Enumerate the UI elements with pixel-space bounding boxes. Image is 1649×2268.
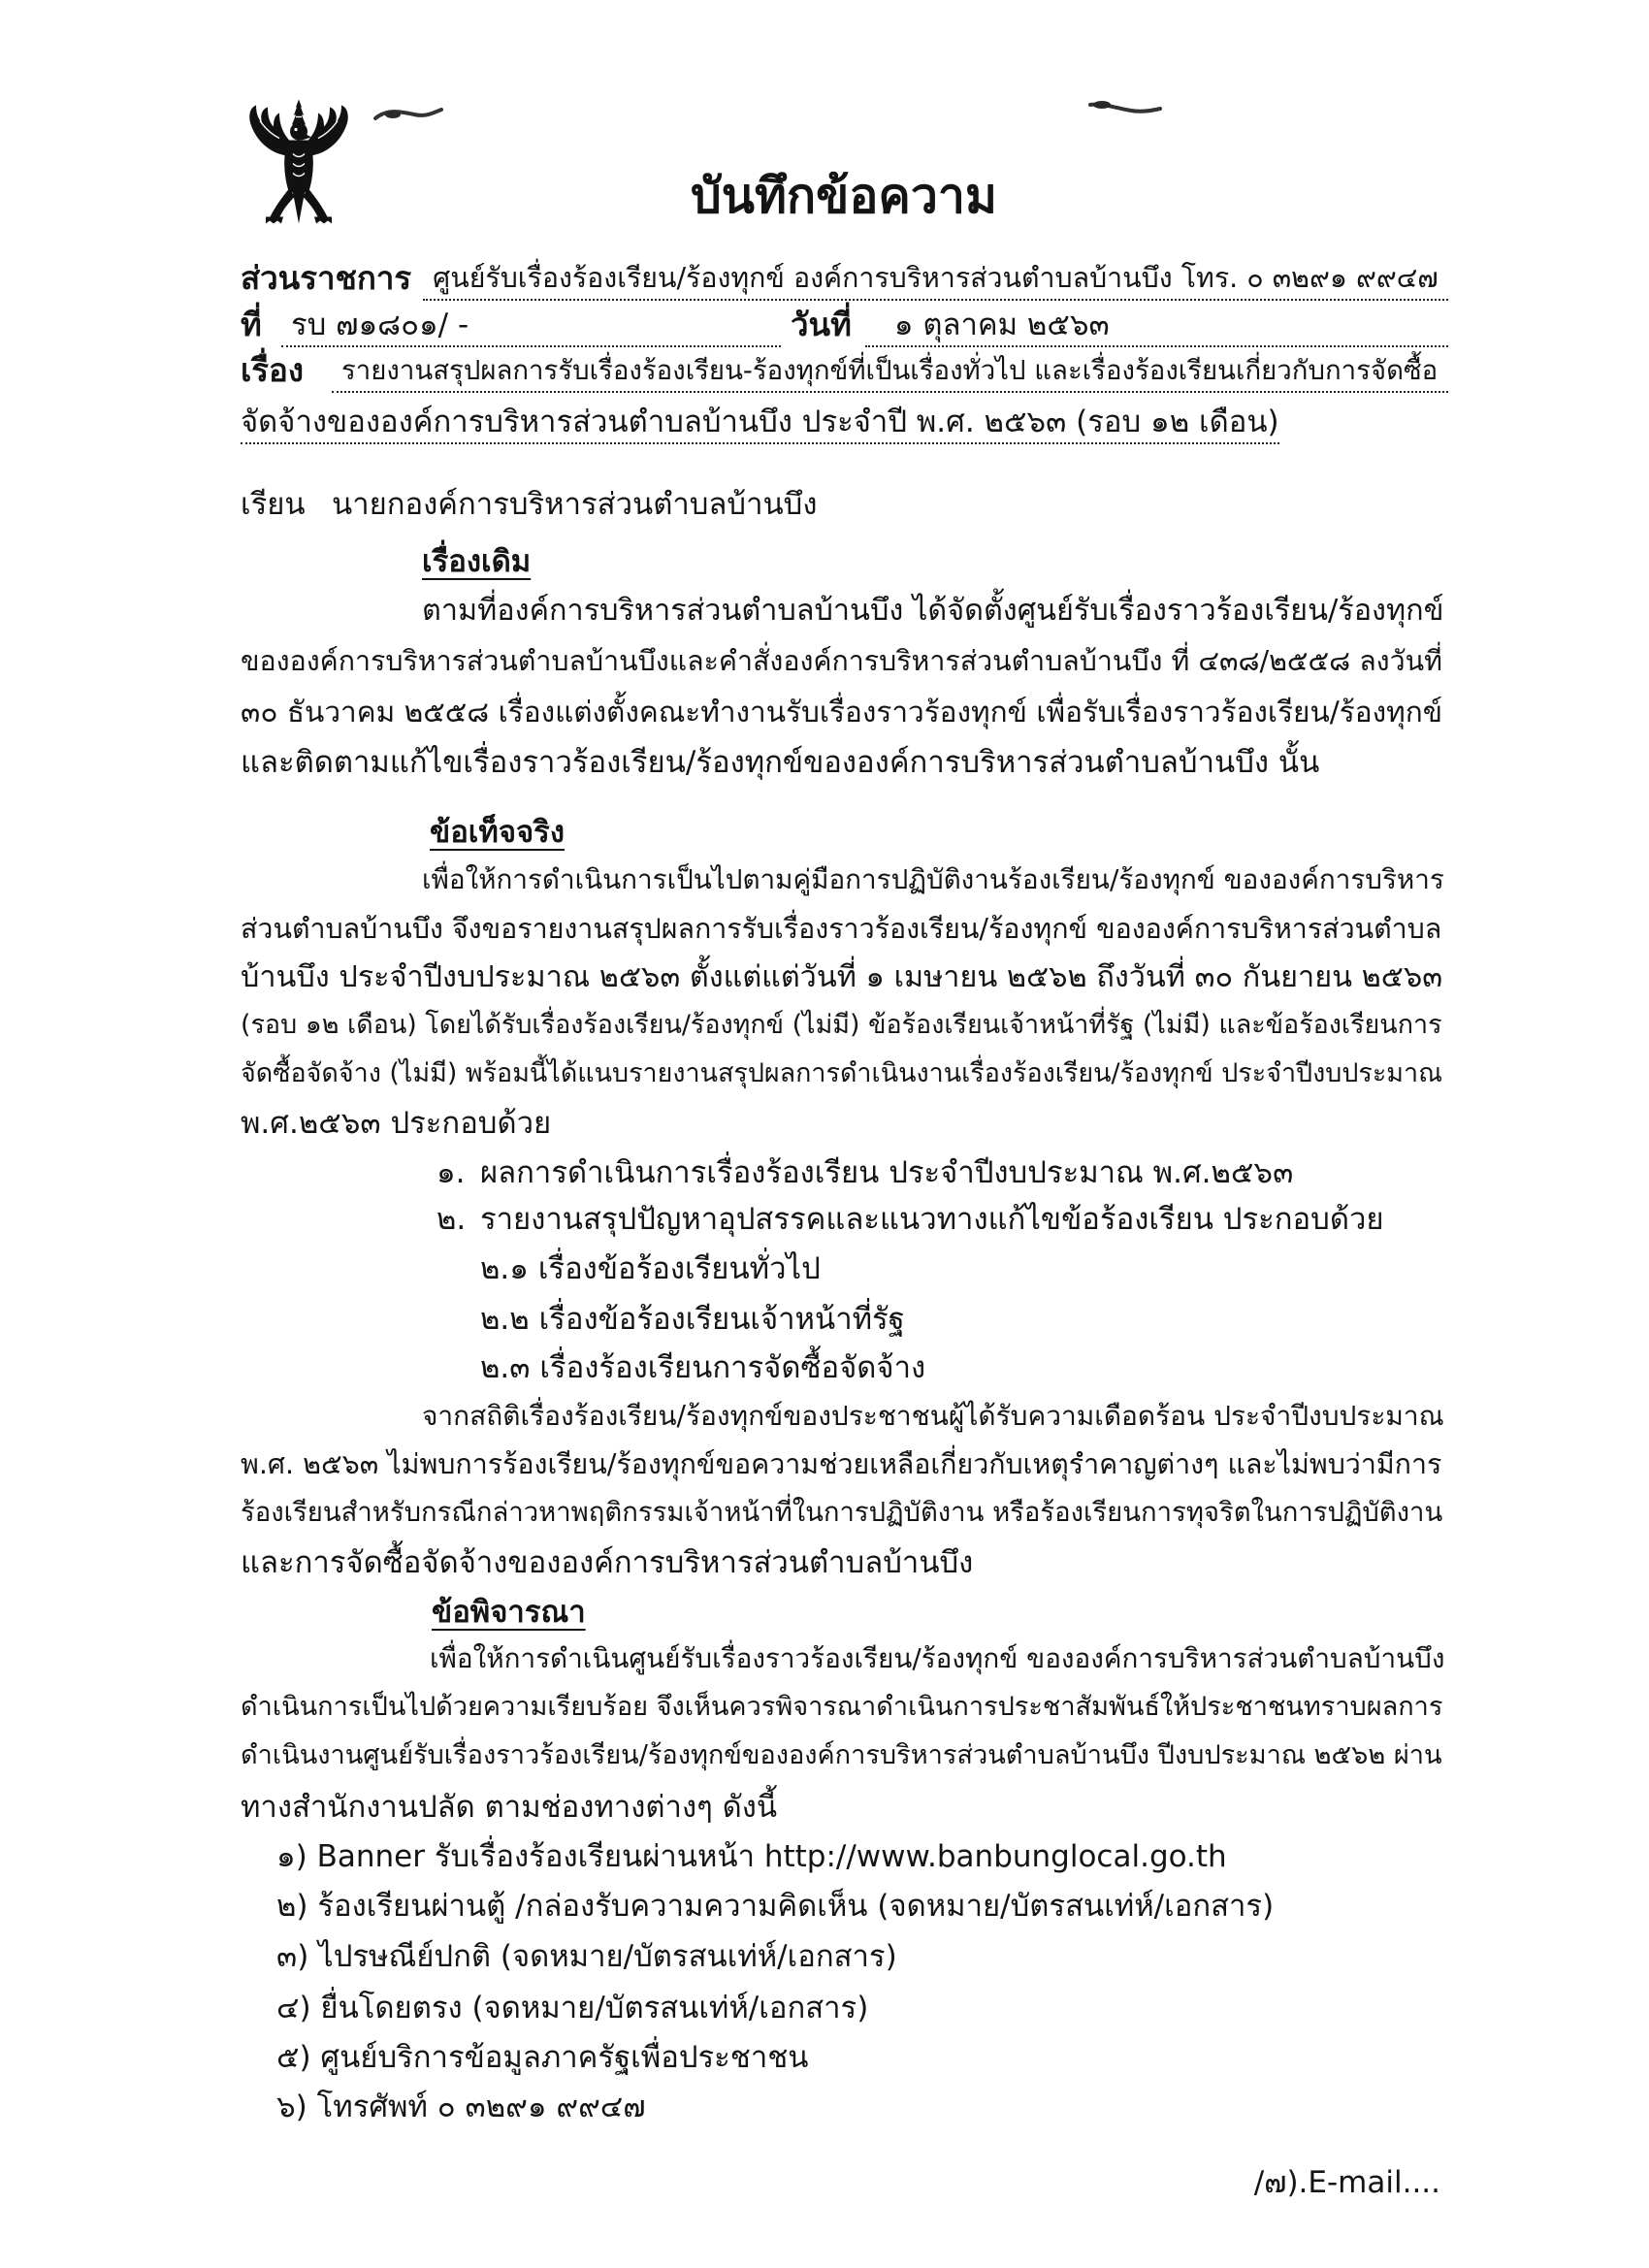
paragraph-line: (รอบ ๑๒ เดือน) โดยได้รับเรื่องร้องเรียน/ร้องทุกข์ (ไม่มี) ข้อร้องเรียนเจ้าหน้าที่รัฐ (ไม่มี) และข้อร้องเรียนการ	[241, 1010, 1442, 1040]
agency-label: ส่วนราชการ	[241, 259, 412, 297]
reference-date-row	[241, 299, 1448, 347]
continuation-marker: /๗).E-mail....	[1253, 2165, 1440, 2200]
salutation-label: เรียน	[241, 487, 306, 522]
paragraph-line: ขององค์การบริหารส่วนตำบลบ้านบึงและคำสั่งองค์การบริหารส่วนตำบลบ้านบึง ที่ ๔๓๘/๒๕๕๘ ลงวันที่	[241, 645, 1442, 677]
agency-value: ศูนย์รับเรื่องร้องเรียน/ร้องทุกข์ องค์การบริหารส่วนตำบลบ้านบึง โทร. ๐ ๓๒๙๑ ๙๙๔๗	[423, 258, 1448, 301]
garuda-emblem-icon	[241, 99, 357, 226]
channel-item: ๓) ไปรษณีย์ปกติ (จดหมาย/บัตรสนเท่ห์/เอกสาร)	[276, 1939, 897, 1974]
paragraph-line: ๓๐ ธันวาคม ๒๕๕๘ เรื่องแต่งตั้งคณะทำงานรับเรื่องราวร้องทุกข์ เพื่อรับเรื่องราวร้องเรียน/ร้องทุกข์	[241, 696, 1443, 729]
list-item-text: ผลการดำเนินการเรื่องร้องเรียน ประจำปีงบประมาณ พ.ศ.๒๕๖๓	[480, 1155, 1294, 1190]
paragraph-line: และการจัดซื้อจัดจ้างขององค์การบริหารส่วนตำบลบ้านบึง	[241, 1545, 974, 1580]
paragraph-line: ร้องเรียนสำหรับกรณีกล่าวหาพฤติกรรมเจ้าหน้าที่ในการปฏิบัติงาน หรือร้องเรียนการทุจริตในการปฏิบัติงาน	[241, 1498, 1443, 1528]
sub-list-item: ๒.๒ เรื่องข้อร้องเรียนเจ้าหน้าที่รัฐ	[480, 1302, 905, 1337]
paragraph-line: เพื่อให้การดำเนินการเป็นไปตามคู่มือการปฏิบัติงานร้องเรียน/ร้องทุกข์ ขององค์การบริหาร	[422, 863, 1444, 895]
scan-smudge	[1088, 97, 1162, 120]
paragraph-line: พ.ศ.๒๕๖๓ ประกอบด้วย	[241, 1106, 552, 1141]
paragraph-line: จัดซื้อจัดจ้าง (ไม่มี) พร้อมนี้ได้แนบรายงานสรุปผลการดำเนินงานเรื่องร้องเรียน/ร้องทุกข์ ประจำปีงบประมาณ	[241, 1058, 1443, 1088]
paragraph-line: ตามที่องค์การบริหารส่วนตำบลบ้านบึง ได้จัดตั้งศูนย์รับเรื่องราวร้องเรียน/ร้องทุกข์	[422, 594, 1444, 628]
agency-row	[241, 252, 1448, 301]
salutation-recipient: นายกองค์การบริหารส่วนตำบลบ้านบึง	[332, 487, 818, 522]
reference-label: ที่	[241, 306, 262, 343]
channel-item: ๑) Banner รับเรื่องร้องเรียนผ่านหน้า http://www.banbunglocal.go.th	[276, 1839, 1227, 1874]
date-value: ๑ ตุลาคม ๒๕๖๓	[865, 305, 1448, 347]
channel-item: ๕) ศูนย์บริการข้อมูลภาครัฐเพื่อประชาชน	[276, 2040, 809, 2075]
reference-value: รบ ๗๑๘๐๑/ -	[281, 305, 781, 347]
sub-list-item: ๒.๑ เรื่องข้อร้องเรียนทั่วไป	[480, 1251, 821, 1286]
channel-item: ๔) ยื่นโดยตรง (จดหมาย/บัตรสนเท่ห์/เอกสาร)	[276, 1991, 869, 2025]
salutation	[241, 480, 1455, 529]
list-item-text: รายงานสรุปปัญหาอุปสรรคและแนวทางแก้ไขข้อร้องเรียน ประกอบด้วย	[480, 1202, 1384, 1237]
scan-smudge	[373, 103, 443, 128]
paragraph-line: ดำเนินการเป็นไปด้วยความเรียบร้อย จึงเห็นควรพิจารณาดำเนินการประชาสัมพันธ์ให้ประชาชนทราบผลการ	[241, 1692, 1443, 1722]
date-label: วันที่	[791, 306, 852, 343]
channel-item: ๒) ร้องเรียนผ่านตู้ /กล่องรับความความคิดเห็น (จดหมาย/บัตรสนเท่ห์/เอกสาร)	[276, 1889, 1275, 1924]
subject-line-continued	[241, 398, 1455, 446]
list-item-number: ๒.	[436, 1202, 467, 1237]
subject-label: เรื่อง	[241, 351, 304, 389]
memo-title: บันทึกข้อความ	[691, 168, 997, 224]
section-heading-facts: ข้อเท็จจริง	[430, 815, 565, 850]
paragraph-line: จากสถิติเรื่องร้องเรียน/ร้องทุกข์ของประชาชนผู้ได้รับความเดือดร้อน ประจำปีงบประมาณ	[422, 1400, 1444, 1432]
paragraph-line: พ.ศ. ๒๕๖๓ ไม่พบการร้องเรียน/ร้องทุกข์ขอความช่วยเหลือเกี่ยวกับเหตุรำคาญต่างๆ และไม่พบว่ามีการ	[241, 1447, 1442, 1480]
paragraph-line: และติดตามแก้ไขเรื่องราวร้องเรียน/ร้องทุกข์ขององค์การบริหารส่วนตำบลบ้านบึง นั้น	[241, 745, 1320, 780]
paragraph-line: บ้านบึง ประจำปีงบประมาณ ๒๕๖๓ ตั้งแต่แต่วันที่ ๑ เมษายน ๒๕๖๒ ถึงวันที่ ๓๐ กันยายน ๒๕๖๓	[241, 960, 1443, 994]
section-heading-consideration: ข้อพิจารณา	[432, 1595, 586, 1630]
subject-line: จัดจ้างขององค์การบริหารส่วนตำบลบ้านบึง ประจำปี พ.ศ. ๒๕๖๓ (รอบ ๑๒ เดือน)	[241, 402, 1279, 444]
paragraph-line: ทางสำนักงานปลัด ตามช่องทางต่างๆ ดังนี้	[241, 1790, 778, 1825]
subject-row	[241, 344, 1448, 393]
paragraph-line: ดำเนินงานศูนย์รับเรื่องราวร้องเรียน/ร้องทุกข์ขององค์การบริหารส่วนตำบลบ้านบึง ปีงบประมาณ ๒๕๖๒ ผ่าน	[241, 1740, 1442, 1770]
list-item	[436, 1149, 1455, 1197]
paragraph-line: เพื่อให้การดำเนินศูนย์รับเรื่องราวร้องเรียน/ร้องทุกข์ ขององค์การบริหารส่วนตำบลบ้านบึง	[430, 1642, 1445, 1674]
channel-item: ๖) โทรศัพท์ ๐ ๓๒๙๑ ๙๙๔๗	[276, 2090, 646, 2124]
sub-list-item: ๒.๓ เรื่องร้องเรียนการจัดซื้อจัดจ้าง	[480, 1350, 926, 1385]
section-heading-background: เรื่องเดิม	[422, 544, 532, 579]
paragraph-line: ส่วนตำบลบ้านบึง จึงขอรายงานสรุปผลการรับเรื่องราวร้องเรียน/ร้องทุกข์ ขององค์การบริหารส่วนตำบล	[241, 912, 1442, 945]
subject-line: รายงานสรุปผลการรับเรื่องร้องเรียน-ร้องทุกข์ที่เป็นเรื่องทั่วไป และเรื่องร้องเรียนเกี่ยวกับการจัดซื้อ	[332, 350, 1448, 393]
list-item-number: ๑.	[436, 1155, 466, 1190]
list-item	[436, 1195, 1455, 1244]
